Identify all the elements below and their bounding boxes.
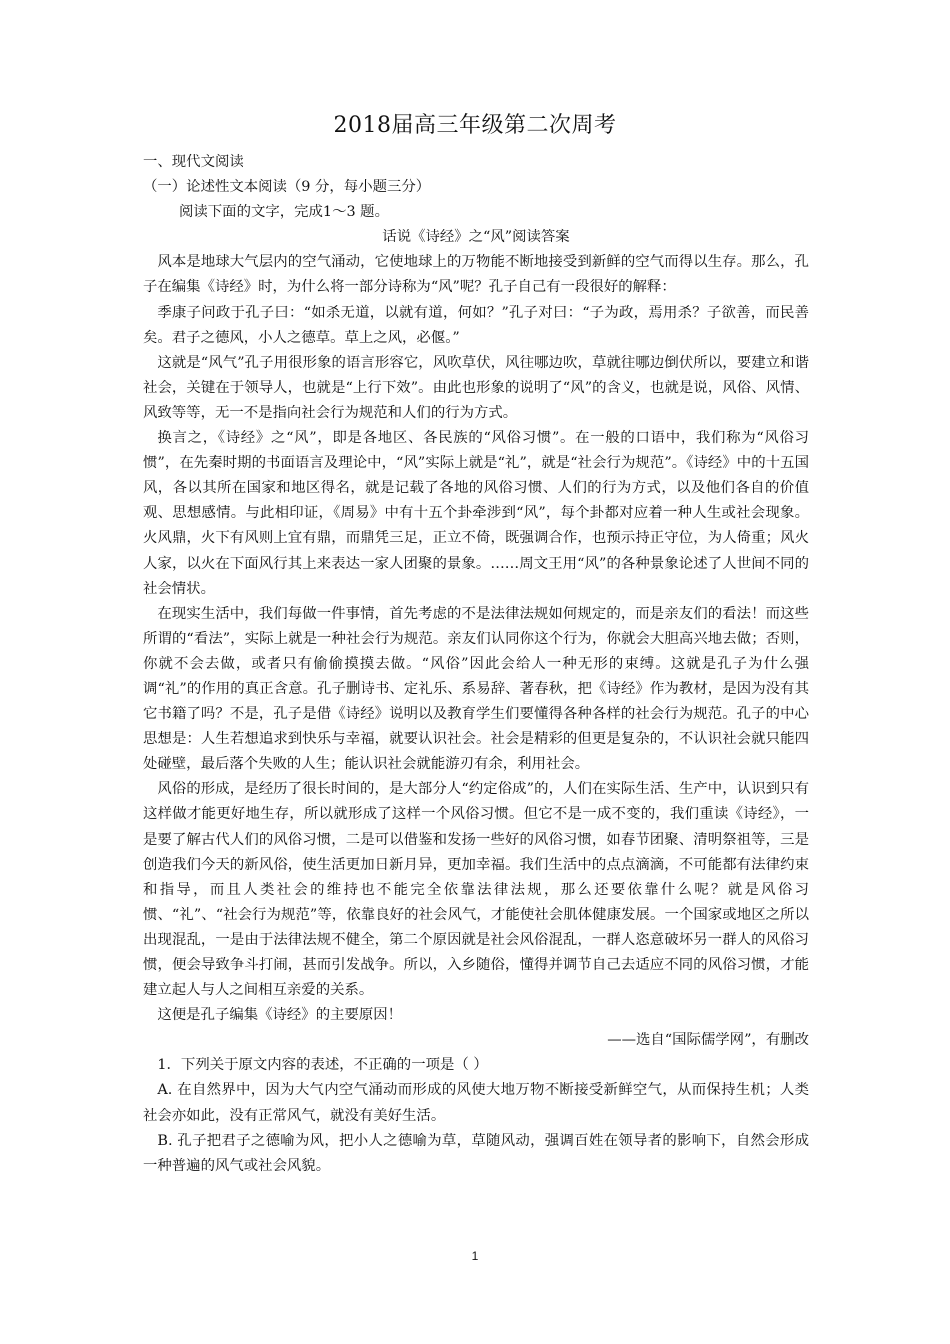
page-number: 1 — [471, 1249, 479, 1263]
paragraph-1: 风本是地球大气层内的空气涌动，它使地球上的万物能不断地接受到新鲜的空气而得以生存。那么，孔子在编集《诗经》时，为什么将一部分诗称为“风”呢？孔子自己有一段很好的解释： — [143, 254, 809, 296]
section-heading: 一、现代文阅读 — [143, 154, 244, 170]
question-1: 1．下列关于原文内容的表述，不正确的一项是（ ） — [157, 1057, 488, 1074]
document-body — [143, 150, 809, 1179]
option-a: A. 在自然界中，因为大气内空气涌动而形成的风使大地万物不断接受新鲜空气，从而保持生机；人类社会亦如此，没有正常风气，就没有美好生活。 — [143, 1082, 809, 1124]
paragraph-2: 季康子问政于孔子曰：“如杀无道，以就有道，何如？”孔子对曰：“子为政，焉用杀？子欲善，而民善矣。君子之德风，小人之德草。草上之风，必偃。” — [143, 304, 809, 346]
paragraph-7: 这便是孔子编集《诗经》的主要原因！ — [157, 1007, 403, 1024]
page-title: 2018届高三年级第二次周考 — [333, 113, 617, 138]
paragraph-6: 风俗的形成，是经历了很长时间的，是大部分人“约定俗成”的，人们在实际生活、生产中，认识到只有这样做才能更好地生存，所以就形成了这样一个风俗习惯。但它不是一成不变的，我们重读《诗经》，一是要了解古代人们的风俗习惯，二是可以借鉴和发扬一些好的风俗习惯，如春节团聚、清明祭祖等，三是创造我们今天的新风俗，使生活更加日新月异，更加幸福。我们生活中的点点滴滴，不可能都有法律约束和指导，而且人类社会的维持也不能完全依靠法律法规，那么还要依靠什么呢？就是风俗习惯、“礼”、“社会行为规范”等，依靠良好的社会风气，才能使社会肌体健康发展。一个国家或地区之所以出现混乱，一是由于法律法规不健全，第二个原因就是社会风俗混乱，一群人恣意破坏另一群人的风俗习惯，便会导致争斗打闹，甚而引发战争。所以，入乡随俗，懂得并调节自己去适应不同的风俗习惯，才能建立起人与人之间相互亲爱的关系。 — [143, 781, 809, 999]
paragraph-4: 换言之，《诗经》之“风”，即是各地区、各民族的“风俗习惯”。在一般的口语中，我们称为“风俗习惯”，在先秦时期的书面语言及理论中，“风”实际上就是“礼”，就是“社会行为规范”。《诗经》中的十五国风，各以其所在国家和地区得名，就是记载了各地的风俗习惯、人们的行为方式，以及他们各自的价值观、思想感情。与此相印证，《周易》中有十五个卦牵涉到“风”，每个卦都对应着一种人生或社会现象。火风鼎，火下有风则上宜有鼎，而鼎凭三足，正立不倚，既强调合作，也预示持正守位，为人倚重；风火人家，以火在下面风行其上来表达一家人团聚的景象。……周文王用“风”的各种景象论述了人世间不同的社会情状。 — [143, 430, 809, 597]
instruction-text: 阅读下面的文字，完成1～3 题。 — [179, 204, 389, 221]
paragraph-5: 在现实生活中，我们每做一件事情，首先考虑的不是法律法规如何规定的，而是亲友们的看法！而这些所谓的“看法”，实际上就是一种社会行为规范。亲友们认同你这个行为，你就会大胆高兴地去做；否则，你就不会去做，或者只有偷偷摸摸去做。“风俗”因此会给人一种无形的束缚。这就是孔子为什么强调“礼”的作用的真正含意。孔子删诗书、定礼乐、系易辞、著春秋，把《诗经》作为教材，是因为没有其它书籍了吗？不是，孔子是借《诗经》说明以及教育学生们要懂得各种各样的社会行为规范。孔子的中心思想是：人生若想追求到快乐与幸福，就要认识社会。社会是精彩的但更是复杂的，不认识社会就只能四处碰壁，最后落个失败的人生；能认识社会就能游刃有余，利用社会。 — [143, 605, 809, 773]
article-title: 话说《诗经》之“风”阅读答案 — [382, 229, 570, 246]
paragraph-3: 这就是“风气”孔子用很形象的语言形容它，风吹草伏，风往哪边吹，草就往哪边倒伏所以，要建立和谐社会，关键在于领导人，也就是“上行下效”。由此也形象的说明了“风”的含义，也就是说，风俗、风情、风致等等，无一不是指向社会行为规范和人们的行为方式。 — [143, 354, 809, 421]
source-attribution: ——选自“国际儒学网”，有删改 — [607, 1032, 809, 1049]
subsection-heading: （一）论述性文本阅读（9 分，每小题三分） — [143, 179, 431, 196]
option-b: B. 孔子把君子之德喻为风，把小人之德喻为草，草随风动，强调百姓在领导者的影响下，自然会形成一种普遍的风气或社会风貌。 — [143, 1132, 809, 1174]
